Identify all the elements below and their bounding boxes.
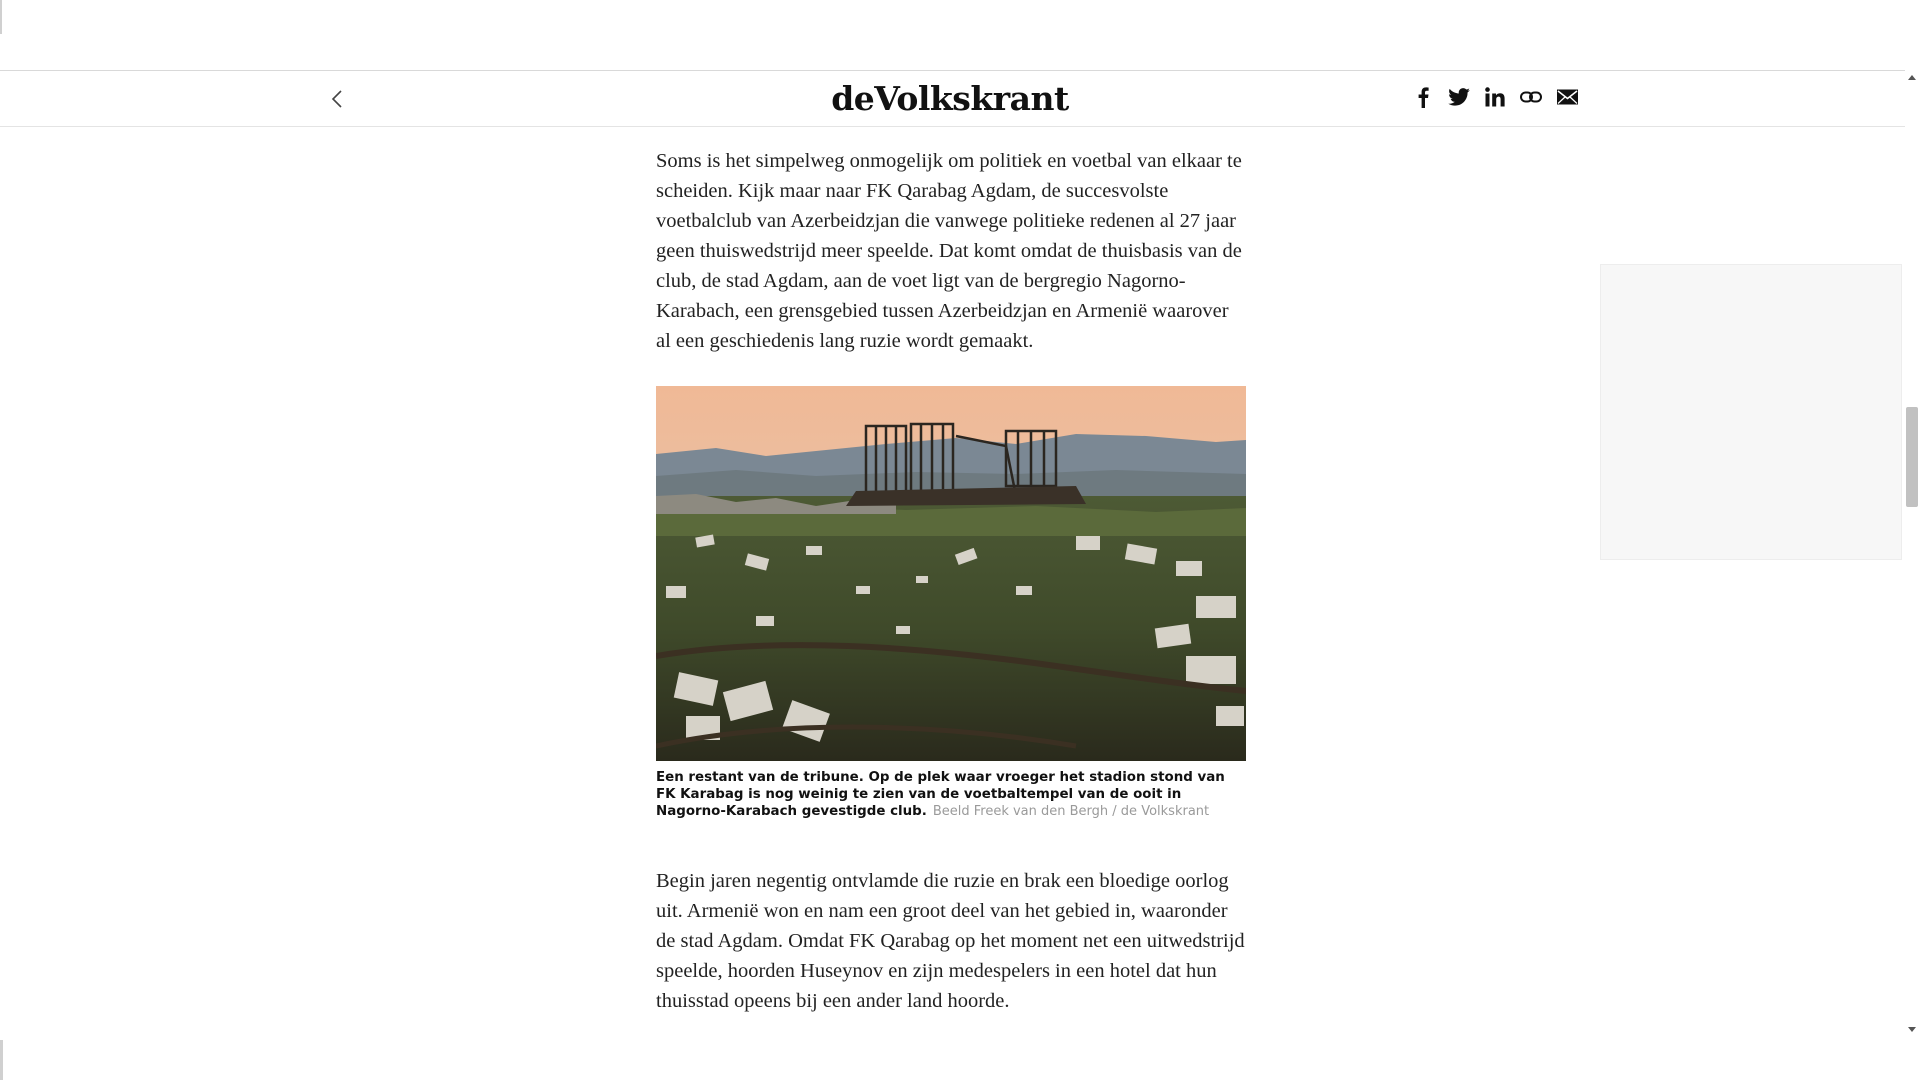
facebook-icon[interactable] [1412, 86, 1434, 108]
scroll-up-icon[interactable] [1908, 75, 1916, 80]
twitter-icon[interactable] [1448, 86, 1470, 108]
site-logo[interactable]: deVolkskrant [831, 79, 1069, 118]
advertisement-placeholder [1600, 264, 1902, 560]
window-edge [0, 1040, 3, 1080]
link-icon[interactable] [1520, 86, 1542, 108]
share-bar [1412, 86, 1578, 108]
scrollbar-thumb[interactable] [1906, 407, 1918, 507]
back-button[interactable] [322, 85, 352, 113]
article-header [0, 71, 1905, 127]
article-figure [656, 386, 1248, 820]
photo-credit: Beeld Freek van den Bergh / de Volkskrant [932, 804, 1210, 819]
article-body [656, 146, 1248, 1016]
article-paragraph: Begin jaren negentig ontvlamde die ruzie en brak een bloedige oorlog uit. Armenië won en nam een groot deel van het gebied in, waaronder de stad Agdam. Omdat FK Qarabag op het moment net een uitwedstrijd speelde, hoorden Huseynov en zijn medespelers in een hotel dat hun thuisstad opeens bij een ander land hoorde. [656, 870, 1245, 1012]
viewport-bottom [0, 1038, 1905, 1080]
window-edge [0, 0, 2, 34]
vertical-scrollbar[interactable] [1905, 71, 1920, 1038]
caption-text: Een restant van de tribune. Op de plek waar vroeger het stadion stond van FK Karabag is nog weinig te zien van de voetbaltempel van de ooit in Nagorno-Karabach gevestigde club. [656, 770, 1225, 819]
article-paragraph: Soms is het simpelweg onmogelijk om politiek en voetbal van elkaar te scheiden. Kijk maar naar FK Qarabag Agdam, de succesvolste voetbalclub van Azerbeidzjan die vanwege politieke redenen al 27 jaar geen thuiswedstrijd meer speelde. Dat komt omdat de thuisbasis van de club, de stad Agdam, aan de voet ligt van de bergregio Nagorno-Karabach, een grensgebied tussen Azerbeidzjan en Armenië waarover al een geschiedenis lang ruzie wordt gemaakt. [656, 150, 1242, 352]
chevron-left-icon [330, 88, 344, 110]
linkedin-icon[interactable] [1484, 86, 1506, 108]
browser-top-area [0, 0, 1905, 71]
mail-icon[interactable] [1556, 86, 1578, 108]
stadium-ruins-photo[interactable] [656, 386, 1246, 761]
figure-caption [656, 769, 1248, 820]
scroll-down-icon[interactable] [1908, 1027, 1916, 1032]
